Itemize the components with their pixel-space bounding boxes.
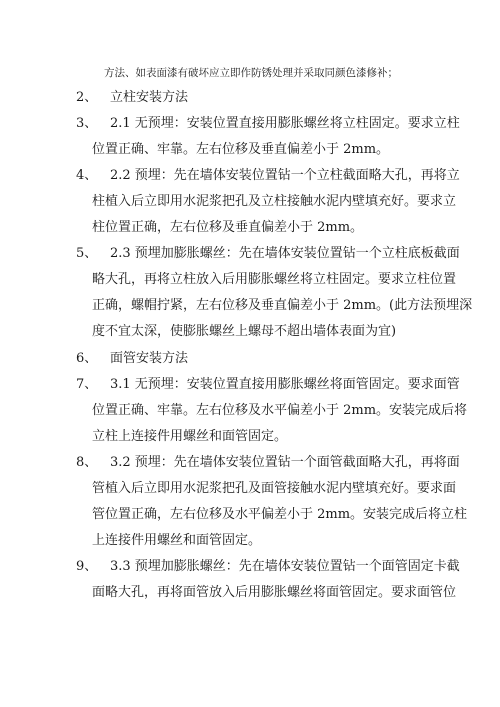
item-number: 8、 — [76, 455, 98, 470]
paragraph-line: 2.1 无预埋：安装位置直接用膨胀螺丝将立柱固定。要求立柱 — [110, 116, 460, 131]
paragraph-line: 略大孔，再将立柱放入后用膨胀螺丝将立柱固定。要求立柱位置 — [92, 272, 457, 287]
item-number: 6、 — [76, 351, 98, 366]
paragraph-line: 2.2 预埋：先在墙体安装位置钻一个立柱截面略大孔，再将立 — [110, 168, 460, 183]
paragraph-line: 3.1 无预埋：安装位置直接用膨胀螺丝将面管固定。要求面管 — [110, 377, 460, 392]
section-heading: 面管安装方法 — [110, 351, 189, 366]
paragraph-line: 柱位置正确，左右位移及垂直偏差小于 2mm。 — [92, 220, 364, 235]
paragraph-line: 位置正确、牢靠。左右位移及垂直偏差小于 2mm。 — [92, 142, 390, 157]
item-number: 3、 — [76, 116, 98, 131]
intro-line: 方法、如表面漆有破坏应立即作防锈处理并采取同颜色漆修补； — [104, 67, 398, 79]
paragraph-line: 2.3 预埋加膨胀螺丝：先在墙体安装位置钻一个立柱底板截面 — [110, 246, 460, 261]
paragraph-line: 位置正确、牢靠。左右位移及水平偏差小于 2mm。安装完成后将 — [92, 403, 468, 418]
item-number: 5、 — [76, 246, 98, 261]
paragraph-line: 立柱上连接件用螺丝和面管固定。 — [92, 429, 288, 444]
paragraph-line: 管植入后立即用水泥浆把孔及面管接触水泥内壁填充好。要求面 — [92, 481, 457, 496]
item-number: 9、 — [76, 559, 98, 574]
paragraph-line: 3.3 预埋加膨胀螺丝：先在墙体安装位置钻一个面管固定卡截 — [110, 559, 460, 574]
item-number: 2、 — [76, 90, 98, 105]
paragraph-line: 正确，螺帽拧紧，左右位移及垂直偏差小于 2mm。(此方法预埋深 — [92, 298, 473, 313]
paragraph-line: 上连接件用螺丝和面管固定。 — [92, 533, 262, 548]
paragraph-line: 管位置正确，左右位移及水平偏差小于 2mm。安装完成后将立柱 — [92, 507, 468, 522]
paragraph-line: 面略大孔，再将面管放入后用膨胀螺丝将面管固定。要求面管位 — [92, 585, 457, 600]
paragraph-line: 3.2 预埋：先在墙体安装位置钻一个面管截面略大孔，再将面 — [110, 455, 460, 470]
paragraph-line: 柱植入后立即用水泥浆把孔及立柱接触水泥内壁填充好。要求立 — [92, 194, 457, 209]
item-number: 7、 — [76, 377, 98, 392]
paragraph-line: 度不宜太深，使膨胀螺丝上螺母不超出墙体表面为宜) — [92, 324, 397, 339]
item-number: 4、 — [76, 168, 98, 183]
section-heading: 立柱安装方法 — [110, 90, 189, 105]
